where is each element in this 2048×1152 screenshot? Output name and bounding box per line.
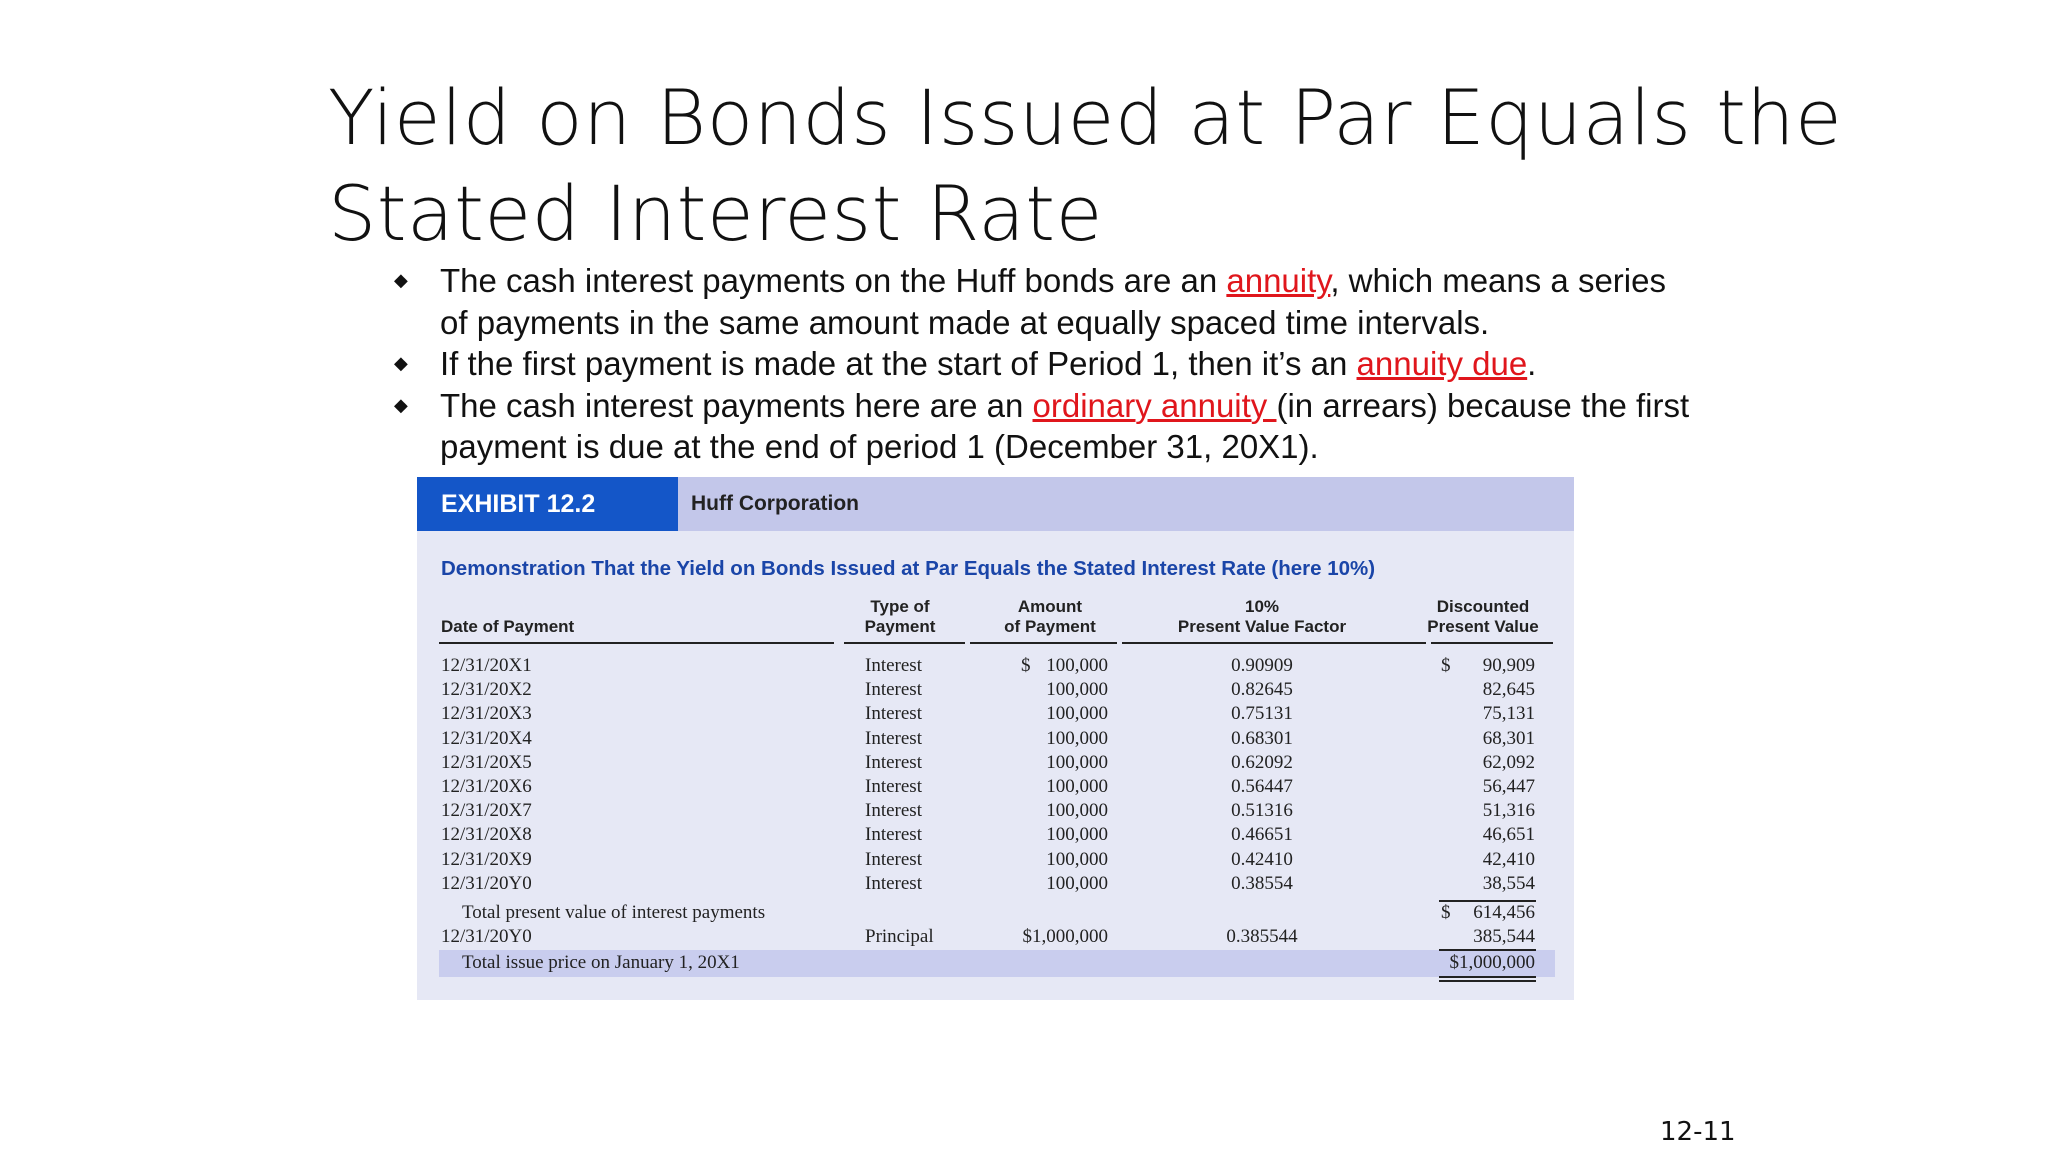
cell-factor: 0.82645 [1231, 679, 1293, 701]
bullet-text: . [1527, 345, 1537, 382]
page-number: 12-11 [1660, 1117, 1736, 1147]
principal-pv: 385,544 [1473, 926, 1535, 947]
header-amount [987, 597, 1113, 637]
cell-type: Interest [865, 727, 922, 749]
cell-factor: 0.46651 [1231, 824, 1293, 846]
double-rule-bottom [1439, 980, 1536, 982]
cell-amount: 100,000 [1046, 679, 1108, 701]
principal-amount: $1,000,000 [1022, 926, 1108, 947]
cell-type: Interest [865, 751, 922, 773]
header-rule [970, 642, 1117, 644]
cell-pv-cur: $ [1441, 655, 1451, 676]
cell-amount: 100,000 [1046, 751, 1108, 773]
cell-type: Interest [865, 703, 922, 725]
keyword-ordinary-annuity: ordinary annuity [1032, 386, 1277, 424]
cell-pv: 46,651 [1482, 824, 1535, 846]
cell-pv: 42,410 [1482, 848, 1535, 870]
principal-date: 12/31/20Y0 [441, 926, 532, 947]
cell-amount: 100,000 [1046, 800, 1108, 822]
cell-type: Interest [865, 824, 922, 846]
bullet-item [390, 385, 1690, 468]
keyword-annuity-due: annuity due [1356, 345, 1528, 382]
cell-factor: 0.51316 [1231, 800, 1293, 822]
cell-factor: 0.38554 [1231, 872, 1293, 894]
header-rule [1431, 642, 1553, 644]
cell-factor: 0.75131 [1231, 703, 1293, 725]
cell-amount: 100,000 [1046, 727, 1108, 749]
cell-date: 12/31/20X6 [441, 776, 532, 797]
cell-pv: 68,301 [1482, 727, 1535, 749]
double-rule-top [1439, 976, 1536, 978]
principal-type: Principal [865, 926, 934, 947]
cell-factor: 0.56447 [1231, 776, 1293, 797]
header-factor-line2: Present Value Factor [1177, 617, 1347, 636]
cell-date: 12/31/20X3 [441, 703, 532, 725]
cell-type: Interest [865, 848, 922, 870]
cell-date: 12/31/20X7 [441, 800, 532, 822]
bullet-text: (in arrears) because the first payment is due at the end of period 1 (December 31, 20X1). [440, 386, 1690, 465]
cell-amount: 100,000 [1046, 703, 1108, 725]
keyword-annuity: annuity [1226, 262, 1331, 299]
cell-factor: 0.68301 [1231, 727, 1293, 749]
cell-factor: 0.62092 [1231, 751, 1293, 773]
header-pv-line2: Present Value [1427, 617, 1539, 636]
cell-amount: 100,000 [1046, 848, 1108, 870]
exhibit-panel [417, 477, 1574, 1000]
cell-type: Interest [865, 679, 922, 701]
header-rule [439, 642, 834, 644]
header-type-line1: Type of [870, 597, 930, 616]
total-interest-currency: $ [1441, 902, 1451, 923]
exhibit-badge: EXHIBIT 12.2 [417, 477, 678, 531]
bullet-item [390, 260, 1690, 343]
cell-type: Interest [865, 872, 922, 894]
header-pv [1417, 597, 1549, 637]
header-amount-line2: of Payment [1004, 617, 1096, 636]
header-rule [844, 642, 965, 644]
cell-date: 12/31/20X2 [441, 679, 532, 701]
cell-pv: 75,131 [1482, 703, 1535, 725]
cell-amount: 100,000 [1046, 655, 1108, 676]
header-type [837, 597, 963, 637]
cell-date: 12/31/20X1 [441, 655, 532, 676]
header-factor-line1: 10% [1244, 597, 1280, 616]
cell-cur: $ [1021, 655, 1031, 676]
total-interest-pv: 614,456 [1473, 902, 1535, 923]
header-type-line2: Payment [864, 617, 936, 636]
exhibit-company: Huff Corporation [691, 492, 859, 515]
slide-title: Yield on Bonds Issued at Par Equals the Stated Interest Rate [328, 73, 1843, 258]
cell-pv: 82,645 [1482, 679, 1535, 701]
header-rule [1122, 642, 1426, 644]
bullet-text: If the first payment is made at the start of Period 1, then it’s an [440, 345, 1357, 382]
header-date: Date of Payment [441, 617, 575, 636]
cell-pv: 62,092 [1482, 751, 1535, 773]
bullet-text: , which means a series of payments in the same amount made at equally spaced time intervals. [440, 262, 1666, 341]
total-interest-label: Total present value of interest payments [462, 902, 766, 923]
cell-pv: 90,909 [1482, 655, 1535, 676]
bullet-list [390, 260, 1690, 468]
cell-date: 12/31/20X4 [441, 727, 532, 749]
cell-type: Interest [865, 655, 922, 676]
cell-pv: 38,554 [1482, 872, 1535, 894]
cell-factor: 0.90909 [1231, 655, 1293, 676]
cell-factor: 0.42410 [1231, 848, 1293, 870]
cell-pv: 51,316 [1482, 800, 1535, 822]
bullet-text: The cash interest payments on the Huff bonds are an [440, 262, 1227, 299]
principal-factor: 0.385544 [1226, 926, 1298, 947]
total-issue-label: Total issue price on January 1, 20X1 [462, 952, 740, 973]
header-pv-line1: Discounted [1436, 597, 1530, 616]
header-factor [1162, 597, 1362, 637]
bullet-item [390, 343, 1690, 385]
cell-date: 12/31/20X8 [441, 824, 532, 846]
cell-amount: 100,000 [1046, 776, 1108, 797]
cell-date: 12/31/20X5 [441, 751, 532, 773]
header-amount-line1: Amount [1017, 597, 1083, 616]
cell-type: Interest [865, 776, 922, 797]
cell-pv: 56,447 [1482, 776, 1535, 797]
cell-amount: 100,000 [1046, 824, 1108, 846]
cell-type: Interest [865, 800, 922, 822]
cell-amount: 100,000 [1046, 872, 1108, 894]
bullet-text: The cash interest payments here are an [440, 386, 1033, 424]
exhibit-subtitle: Demonstration That the Yield on Bonds Issued at Par Equals the Stated Interest Rate (here 10%) [441, 557, 1376, 580]
cell-date: 12/31/20X9 [441, 848, 532, 870]
total-issue-pv: $1,000,000 [1449, 952, 1535, 973]
cell-date: 12/31/20Y0 [441, 872, 532, 894]
